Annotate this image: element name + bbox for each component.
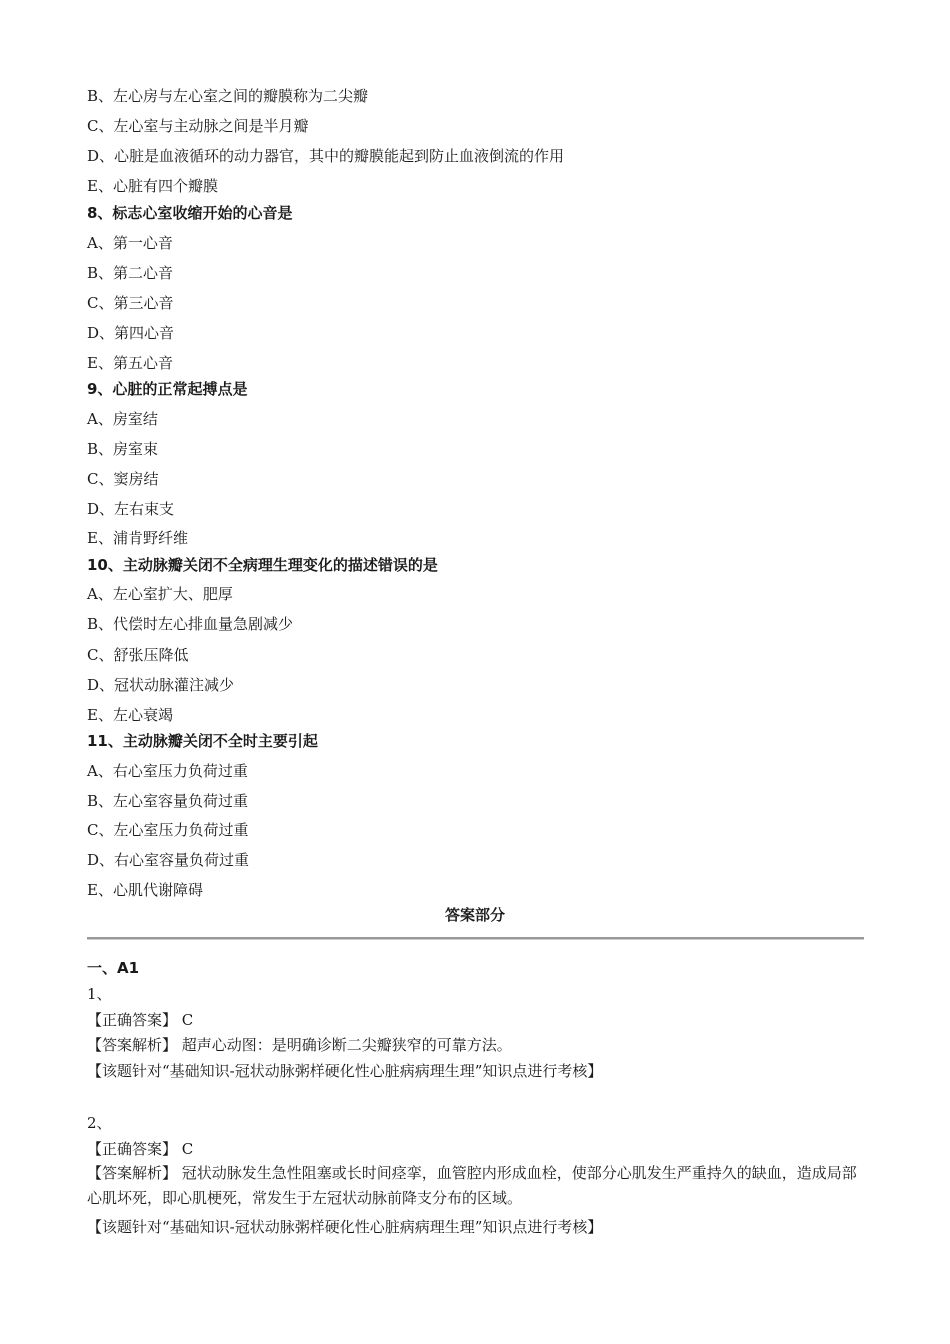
correct-answer: 【正确答案】 C bbox=[87, 1140, 194, 1158]
option-line: E、第五心音 bbox=[87, 354, 173, 372]
question-title: 9、心脏的正常起搏点是 bbox=[87, 380, 248, 398]
option-line: A、左心室扩大、肥厚 bbox=[87, 585, 233, 603]
option-line: E、心脏有四个瓣膜 bbox=[87, 177, 218, 195]
option-line: C、窦房结 bbox=[87, 470, 159, 488]
option-line: E、浦肯野纤维 bbox=[87, 529, 188, 547]
answer-number: 1、 bbox=[87, 985, 112, 1003]
answers-heading: 答案部分 bbox=[444, 906, 505, 924]
option-line: C、左心室压力负荷过重 bbox=[87, 821, 249, 839]
answer-analysis: 【答案解析】 超声心动图：是明确诊断二尖瓣狭窄的可靠方法。 bbox=[87, 1036, 512, 1054]
option-line: B、左心室容量负荷过重 bbox=[87, 792, 249, 810]
option-line: D、左右束支 bbox=[87, 500, 175, 518]
knowledge-point: 【该题针对“基础知识-冠状动脉粥样硬化性心脏病病理生理”知识点进行考核】 bbox=[87, 1062, 603, 1080]
option-line: C、舒张压降低 bbox=[87, 646, 189, 664]
question-title: 10、主动脉瓣关闭不全病理生理变化的描述错误的是 bbox=[87, 556, 438, 574]
correct-answer: 【正确答案】 C bbox=[87, 1011, 194, 1029]
knowledge-point: 【该题针对“基础知识-冠状动脉粥样硬化性心脏病病理生理”知识点进行考核】 bbox=[87, 1218, 603, 1236]
option-line: C、第三心音 bbox=[87, 294, 174, 312]
option-line: E、心肌代谢障碍 bbox=[87, 881, 203, 899]
option-line: A、房室结 bbox=[87, 410, 158, 428]
answer-number: 2、 bbox=[87, 1114, 112, 1132]
question-title: 8、标志心室收缩开始的心音是 bbox=[87, 204, 293, 222]
answer-analysis: 【答案解析】 冠状动脉发生急性阻塞或长时间痉挛，血管腔内形成血栓，使部分心肌发生严重持久的缺血，造成局部心肌坏死，即心肌梗死，常发生于左冠状动脉前降支分布的区域。 bbox=[87, 1164, 857, 1207]
option-line: D、右心室容量负荷过重 bbox=[87, 851, 250, 869]
option-line: A、右心室压力负荷过重 bbox=[87, 762, 248, 780]
option-line: E、左心衰竭 bbox=[87, 706, 173, 724]
option-line: A、第一心音 bbox=[87, 234, 173, 252]
answer-part-title: 一、A1 bbox=[87, 959, 140, 977]
question-title: 11、主动脉瓣关闭不全时主要引起 bbox=[87, 732, 318, 750]
option-line: D、冠状动脉灌注减少 bbox=[87, 676, 235, 694]
option-line: B、左心房与左心室之间的瓣膜称为二尖瓣 bbox=[87, 87, 369, 105]
option-line: B、第二心音 bbox=[87, 264, 174, 282]
section-divider bbox=[87, 937, 864, 939]
option-line: D、第四心音 bbox=[87, 324, 175, 342]
option-line: C、左心室与主动脉之间是半月瓣 bbox=[87, 117, 309, 135]
option-line: B、代偿时左心排血量急剧减少 bbox=[87, 615, 294, 633]
option-line: D、心脏是血液循环的动力器官，其中的瓣膜能起到防止血液倒流的作用 bbox=[87, 147, 565, 165]
option-line: B、房室束 bbox=[87, 440, 159, 458]
